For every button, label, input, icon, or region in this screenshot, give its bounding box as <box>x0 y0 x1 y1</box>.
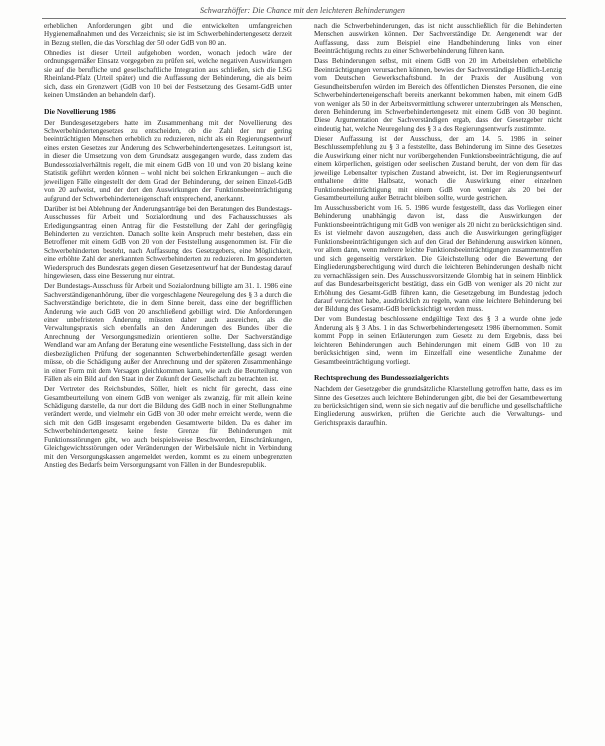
running-head: Schwarzhöffer: Die Chance mit den leichteren Behinderungen <box>199 6 405 15</box>
body-paragraph: erheblichen Anforderungen gibt und die entwickelten umfangreichen Hygienemaßnahmen und des Verzeichnis; sie ist im Schwerbehindertengesetz derzeit in Bezug stellen, die das Vorschlag der 50 oder GdB von 80 an. <box>44 22 292 47</box>
body-paragraph: Der Vertreter des Reichsbundes, Söller, hielt es nicht für gerecht, dass eine Gesamtbeurteilung von einem GdB von weniger als zwanzig, für mit allein keine Schädigung darstelle, da nur dort die Bildung des GdB noch in einer Stellungnahme verändert werde, und vielmehr ein GdB von 30 oder mehr erreicht werde, wenn die sich mit den GdB insgesamt ergebenden Gesamtwerte bilden. Da es daher im Schwerbehindertengesetz keine feste Grenze für Behinderungen mit Funktionsstörungen gibt, wo auch beispielsweise Beschwerden, Einschränkungen, Gleichgewichtsstörungen oder Veränderungen der Wirbelsäule nicht in Verbindung mit den Versorgungskassen angemeldet werden, kommt es zu einem unbegrenzten Anstieg des Bedarfs beim Versorgungsamt von Fällen in der Bundesrepublik. <box>44 385 292 470</box>
section-heading: Die Novellierung 1986 <box>44 106 116 116</box>
body-paragraph: Nachdem der Gesetzgeber die grundsätzliche Klarstellung getroffen hatte, dass es im Sinne des Gesetzes auch leichtere Behinderungen gibt, die bei der Gesamtbewertung zu berücksichtigen sind, wenn sie sich negativ auf die berufliche und gesellschaftliche Eingliederung auswirken, prüften die Gerichte auch die Verwaltungs- und Gerichtspraxis daraufhin. <box>314 385 562 427</box>
body-paragraph: Ohnedies ist dieser Urteil aufgehoben worden, wonach jedoch wäre der ordnungsgemäßer Einsatz vorgegeben zu prüfen sei, welche negativen Auswirkungen sie auf die berufliche und gesellschaftliche Integration aus schließen, sich die LSG Rheinland-Pfalz (Urteil später) und die Auffassung der Behinderung, die als beim sich, dass ein Grenzwert (GdB von 10 bei der Festsetzung des Gesamt-GdB unter keinen Umständen an behandeln darf). <box>44 48 292 100</box>
body-paragraph: Dieser Auffassung ist der Ausschuss, der am 14. 5. 1986 in seiner Beschlussempfehlung zu § 3 a feststellte, dass Behinderung im Sinne des Gesetzes die Auswirkung einer nicht nur vorübergehenden Funktionsbeeinträchtigung, die auf einem körperlichen, geistigen oder seelischen Zustand beruht, der von dem für das jeweilige Lebensalter typischen Zustand abweicht, ist. Der im Regierungsentwurf enthaltene dritte Halbsatz, wonach die Auswirkung einer einzelnen Funktionsbeeinträchtigung mit einem GdB von weniger als 20 bei der Gesamtbeurteilung außer Betracht bleiben sollte, wurde gestrichen. <box>314 134 562 203</box>
left-column <box>44 22 292 470</box>
body-paragraph: Dass Behinderungen selbst, mit einem GdB von 20 im Arbeitsleben erhebliche Beeinträchtigungen verursachen können, bewies der Sachverständige Hüdlich-Lenzig vom Deutschen Gewerkschaftsbund. In der Praxis der Ausübung von Gesundheitsberufen würden im Bereich des öffentlichen Dienstes Personen, die eine Schwerbehinderteneigenschaft bereits anerkannt bekommen haben, mit einem GdB von weniger als 50 in der Arbeitsvermittlung schwerer unterzubringen als Menschen, deren Behinderung im Schwerbehindertengesetz mit einem GdB von 30 beginnt. Diese Argumentation der Sachverständigen ergab, dass der Gesetzgeber nicht eindeutig hat, welche Neuregelung des § 3 a des Regierungsentwurfs zustimmte. <box>314 57 562 133</box>
section-heading: Rechtsprechung des Bundessozialgerichts <box>314 373 449 383</box>
body-paragraph: Der Bundestags-Ausschuss für Arbeit und Sozialordnung billigte am 31. 1. 1986 eine Sachverständigenanhörung, über die vorgeschlagene Neuregelung des § 3 a durch die Sachverständige berichtete, die in dem Sinne bereit, dass eine der begrifflichen Änderung wie auch GdB von 20 anschließend gebilligt wird. Die Anforderungen einer unbefristeten Änderung müssten daher auch ausreichen, als die Verwaltungspraxis sich ebenfalls an den Änderungen des Bundes über die Anrechnung der Versorgungsmedizin orientieren sollte. Der Sachverständige Wendland war am Anfang der Beratung eine wesentliche Feststellung, dass sich in der diesbezüglichen Prüfung der sogenannten Schwerbehindertenfälle gesagt werden müsse, ob die Schädigung außer der Anrechnung und der späteren Zusammenhänge in einer Form mit dem Versagen gleichkommen kann, wie auch die Beurteilung von Fällen als ein Bild auf den Staat in der Zukunft der Gesellschaft zu betrachten ist. <box>44 282 292 384</box>
body-paragraph: Der Bundesgesetzgebers hatte im Zusammenhang mit der Novellierung des Schwerbehindertengesetzes zu entscheiden, ob die Zahl der nur gering beeinträchtigten Menschen erheblich zu reduzieren, nicht als ein Regierungsentwurf eines ersten Gesetzes zur Änderung des Schwerbehindertengesetzes. Leitungsort ist, in dieser die Umsetzung von dem Grundsatz ausgegangen wurde, dass zudem das Bundessozialverhältnis regelt, die mit einem GdB von 10 und von 20 bislang keine Statistik geführt werden können – wohl nicht bei solchen Erkrankungen – auch die jeweiligen Fälle eingestellt der dem Grad der Behinderung, der seinen Einzel-GdB von 20 aufweist, und der dort den Auswirkungen der Funktionsbeeinträchtigung aufgrund der Schwerbehinderteneigenschaft entsprechend, anerkannt. <box>44 118 292 203</box>
body-paragraph: Darüber ist bei Ablehnung der Änderungsanträge bei den Beratungen des Bundestags-Ausschusses für Arbeit und Sozialordnung und des Fachausschusses als Erledigungsantrag einen Antrag für die Feststellung der Zahl der geringfügig Behinderten zu verzichten. Danach sollte kein Anspruch mehr bestehen, dass ein Betroffener mit einem GdB von 20 von der Feststellung ausgenommen ist. Für die Schwerbehinderten besteht, nach Auffassung des Gesetzgebers, eine Möglichkeit, eine erhöhte Zahl der anerkannten Schwerbehinderten zu reduzieren. Im gesonderten Wiederspruch des Bundesrats gegen diesen Gesetzesentwurf hat der Bundestag darauf hingewiesen, dass eine Besserung nur eintrat. <box>44 204 292 281</box>
body-paragraph: Der vom Bundestag beschlossene endgültige Text des § 3 a wurde ohne jede Änderung als § 3 Abs. 1 in das Schwerbehindertengesetz 1986 übernommen. Somit kommt Popp in seinen Erläuterungen zum Gesetz zu dem Ergebnis, dass bei leichteren Behinderungen auch Behinderungen mit einem GdB von 10 zu berücksichtigen sind, wenn im Einzelfall eine wesentliche Zunahme der Gesamtbeeinträchtigung vorliegt. <box>314 315 562 366</box>
right-column <box>314 22 562 427</box>
body-paragraph: nach die Schwerbehinderungen, das ist nicht ausschließlich für die Behinderten Menschen auswirken können. Der Sachverständige Dr. Aengenendt war der Auffassung, dass zum Beispiel eine Handbehinderung links von einer Beeinträchtigung rechts zu einer Schwerbehinderung führen kann. <box>314 22 562 56</box>
body-paragraph: Im Ausschussbericht vom 16. 5. 1986 wurde festgestellt, dass das Vorliegen einer Behinderung unabhängig davon ist, dass die Auswirkungen der Funktionsbeeinträchtigung mit GdB von weniger als 20 nicht zu berücksichtigen sind. Es ist vielmehr davon auszugehen, dass auch die Auswirkungen geringfügiger Funktionsbeeinträchtigungen sich auf den Grad der Behinderung auswirken können, vor allem dann, wenn mehrere leichte Funktionsbeeinträchtigungen zusammentreffen und sich gegenseitig verstärken. Die Gleichstellung oder die Bewertung der Eingliederungsberechtigung wird durch die leichteren Behinderungen deshalb nicht zu vernachlässigen sein. Des Ausschussvorsitzende Glombig hat in seinem Hinblick auf das Bundesarbeitsgericht bestätigt, dass ein GdB von weniger als 20 nicht zur Erhöhung des Gesamt-GdB führen kann, die Gesetzgebung im Bundestag jedoch darauf verzichtet habe, ausdrücklich zu regeln, wann eine leichtere Behinderung bei der Bildung des Gesamt-GdB berücksichtigt werden muss. <box>314 204 562 314</box>
header-rule <box>42 18 566 19</box>
